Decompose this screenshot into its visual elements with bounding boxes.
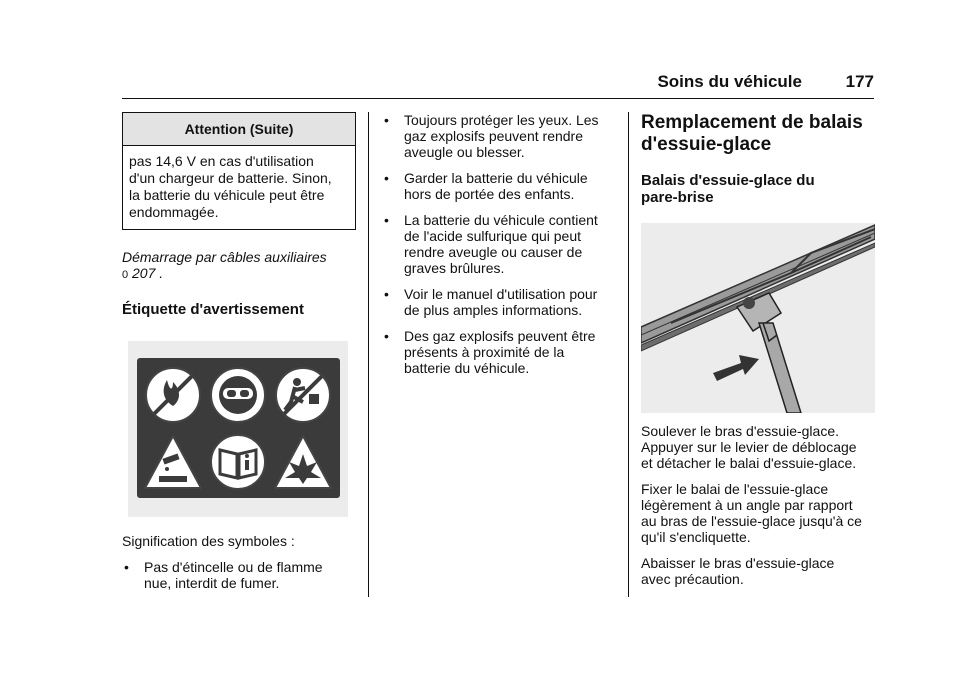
section-title: Soins du véhicule (657, 72, 802, 91)
list-item-line: Garder la batterie du véhicule (404, 170, 588, 186)
paragraph-line: au bras de l'essuie-glace jusqu'à ce (641, 513, 862, 529)
page-header (122, 72, 874, 99)
list-item (382, 170, 607, 202)
list-item (382, 328, 607, 376)
attention-body (123, 146, 355, 229)
list-item-line: hors de portée des enfants. (404, 186, 575, 202)
list-item (382, 286, 607, 318)
list-item-line: de plus amples informations. (404, 302, 583, 318)
symbols-intro: Signification des symboles : (122, 533, 295, 549)
list-item (122, 559, 355, 591)
attention-title: Attention (Suite) (123, 113, 355, 146)
bullet: • (384, 112, 389, 128)
cross-reference-page[interactable]: 207 (132, 265, 156, 281)
attention-line: endommagée. (129, 204, 219, 220)
section-heading (641, 112, 875, 156)
list-item-line: gaz explosifs peuvent rendre (404, 128, 583, 144)
paragraph-line: Soulever le bras d'essuie-glace. (641, 423, 840, 439)
instruction-paragraph (641, 481, 875, 545)
heading-line: d'essuie-glace (641, 134, 772, 155)
symbols-list (122, 559, 355, 591)
list-item-line: rendre aveugle ou causer de (404, 244, 583, 260)
acid-warning-icon (145, 436, 201, 488)
subheading-line: pare-brise (641, 189, 714, 206)
list-item-line: aveugle ou blesser. (404, 144, 525, 160)
paragraph-line: qu'il s'encliquette. (641, 529, 751, 545)
subheading-warning-label: Étiquette d'avertissement (122, 301, 304, 318)
eye-protection-icon (211, 368, 265, 422)
paragraph-line: Abaisser le bras d'essuie-glace (641, 555, 835, 571)
bullet: • (384, 328, 389, 344)
warning-symbols-panel (137, 358, 340, 498)
instruction-paragraph (641, 423, 875, 471)
keep-away-children-icon (276, 368, 330, 422)
list-item-line: nue, interdit de fumer. (144, 575, 280, 591)
bullet: • (384, 170, 389, 186)
column-3 (641, 112, 875, 587)
column-divider (628, 112, 629, 597)
subheading-windshield (641, 172, 875, 206)
instruction-paragraph (641, 555, 875, 587)
list-item (382, 112, 607, 160)
subheading-line: Balais d'essuie-glace du (641, 172, 815, 189)
attention-line: d'un chargeur de batterie. Sinon, (129, 170, 332, 186)
explosion-warning-icon (275, 436, 331, 488)
list-item-line: La batterie du véhicule contient (404, 212, 598, 228)
bullet: • (384, 286, 389, 302)
safety-bullets (382, 112, 607, 376)
column-1 (122, 112, 355, 591)
no-flame-icon (146, 368, 200, 422)
heading-line: Remplacement de balais (641, 112, 863, 133)
bullet: • (384, 212, 389, 228)
list-item-line: Pas d'étincelle ou de flamme (144, 559, 323, 575)
list-item-line: graves brûlures. (404, 260, 505, 276)
attention-line: la batterie du véhicule peut être (129, 187, 325, 203)
list-item-line: présents à proximité de la (404, 344, 565, 360)
list-item (382, 212, 607, 276)
paragraph-line: Fixer le balai de l'essuie-glace (641, 481, 829, 497)
wiper-blade-illustration (641, 223, 875, 413)
read-manual-icon (211, 435, 265, 489)
paragraph-line: et détacher le balai d'essuie-glace. (641, 455, 857, 471)
list-item-line: batterie du véhicule. (404, 360, 530, 376)
column-2 (382, 112, 607, 376)
column-divider (368, 112, 369, 597)
attention-line: pas 14,6 V en cas d'utilisation (129, 153, 314, 169)
page-reference-icon: 0 (122, 269, 129, 281)
cross-reference-text: Démarrage par câbles auxiliaires (122, 249, 327, 265)
list-item-line: Toujours protéger les yeux. Les (404, 112, 599, 128)
cross-reference[interactable] (122, 249, 355, 283)
paragraph-line: légèrement à un angle par rapport (641, 497, 853, 513)
paragraph-line: Appuyer sur le levier de déblocage (641, 439, 857, 455)
cross-reference-suffix: . (155, 265, 164, 281)
list-item-line: Voir le manuel d'utilisation pour (404, 286, 598, 302)
list-item-line: de l'acide sulfurique qui peut (404, 228, 582, 244)
paragraph-line: avec précaution. (641, 571, 744, 587)
bullet: • (124, 559, 129, 575)
list-item-line: Des gaz explosifs peuvent être (404, 328, 596, 344)
warning-label-image (128, 341, 348, 517)
attention-box (122, 112, 356, 230)
page-number: 177 (845, 72, 874, 91)
